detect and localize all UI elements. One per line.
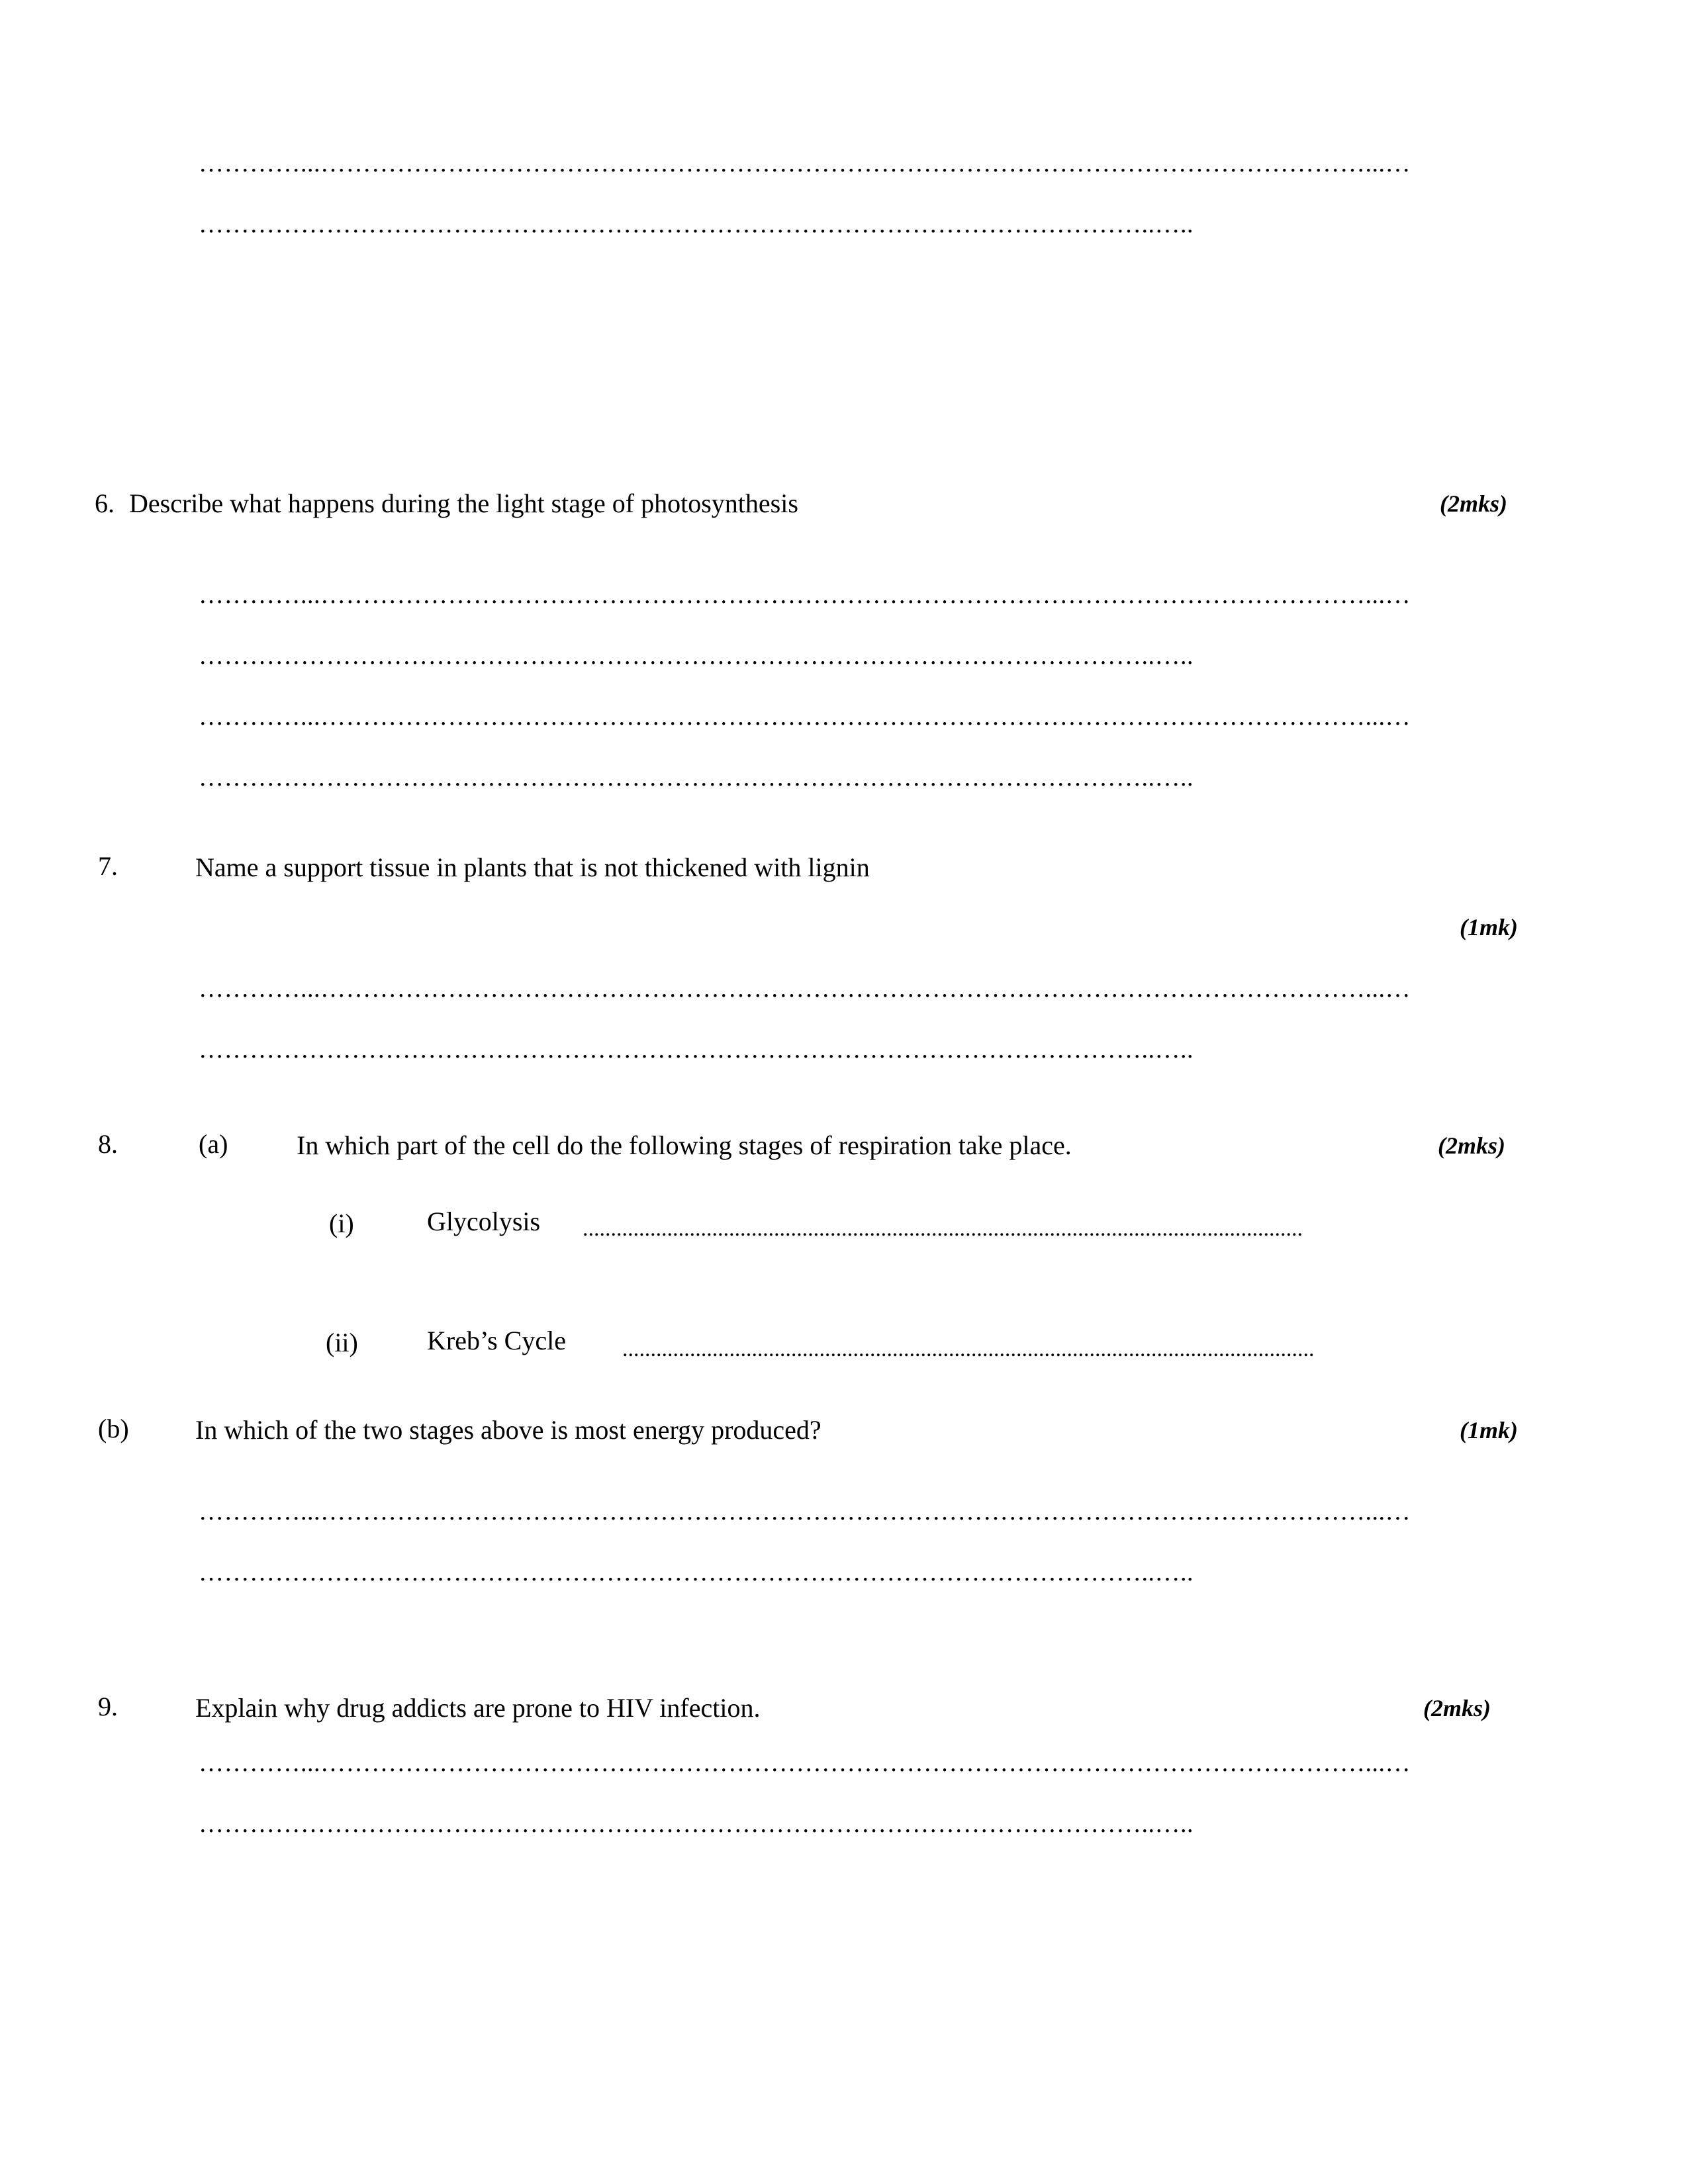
answer-line: …………………………………………………………………………………………………..…..: [199, 642, 1194, 670]
answer-line: …………...……………………………………………………………………………………………………………...…: [199, 581, 1411, 609]
question-9-number: 9.: [98, 1692, 118, 1721]
question-8b-marks: (1mk): [1460, 1417, 1518, 1443]
question-8b-label: (b): [98, 1414, 129, 1443]
question-9-text: Explain why drug addicts are prone to HIV infection.: [195, 1693, 761, 1723]
question-6-body: Describe what happens during the light stage of photosynthesis: [129, 488, 798, 518]
question-6-marks: (2mks): [1440, 490, 1507, 517]
answer-line: …………...……………………………………………………………………………………………………………...…: [199, 1498, 1411, 1525]
answer-line: …………………………………………………………………………………………………..…..: [199, 1036, 1194, 1064]
question-8-number: 8.: [98, 1129, 118, 1159]
question-8a-i-text: Glycolysis: [427, 1206, 541, 1236]
answer-line: …………………………………………………………………………………………………..…..: [199, 764, 1194, 792]
question-8b-text: In which of the two stages above is most energy produced?: [195, 1415, 821, 1445]
question-6-text: 6.: [95, 488, 115, 518]
question-8a-marks: (2mks): [1438, 1132, 1505, 1159]
answer-line-inline: ...........................................................................................................................: [622, 1337, 1315, 1361]
question-9-marks: (2mks): [1423, 1695, 1491, 1721]
answer-line: …………...……………………………………………………………………………………………………………...…: [199, 1749, 1411, 1777]
answer-line: …………...……………………………………………………………………………………………………………...…: [199, 703, 1411, 731]
question-7-text: Name a support tissue in plants that is not thickened with lignin: [195, 852, 870, 882]
answer-line-inline: ................................................................................................................................: [583, 1216, 1303, 1241]
question-8a-ii-text: Kreb’s Cycle: [427, 1326, 566, 1355]
question-7-marks: (1mk): [1460, 914, 1518, 940]
answer-line: …………...……………………………………………………………………………………………………………...…: [199, 150, 1411, 177]
answer-line: …………...……………………………………………………………………………………………………………...…: [199, 975, 1411, 1003]
question-8a-text: In which part of the cell do the following stages of respiration take place.: [297, 1130, 1072, 1160]
answer-line: …………………………………………………………………………………………………..…..: [199, 1810, 1194, 1838]
question-7-number: 7.: [98, 851, 118, 881]
question-8a-ii-label: (ii): [326, 1328, 358, 1357]
answer-line: …………………………………………………………………………………………………..…..: [199, 1559, 1194, 1586]
question-8a-label: (a): [199, 1129, 228, 1159]
question-8a-i-label: (i): [329, 1208, 354, 1238]
answer-line: …………………………………………………………………………………………………..…..: [199, 210, 1194, 238]
